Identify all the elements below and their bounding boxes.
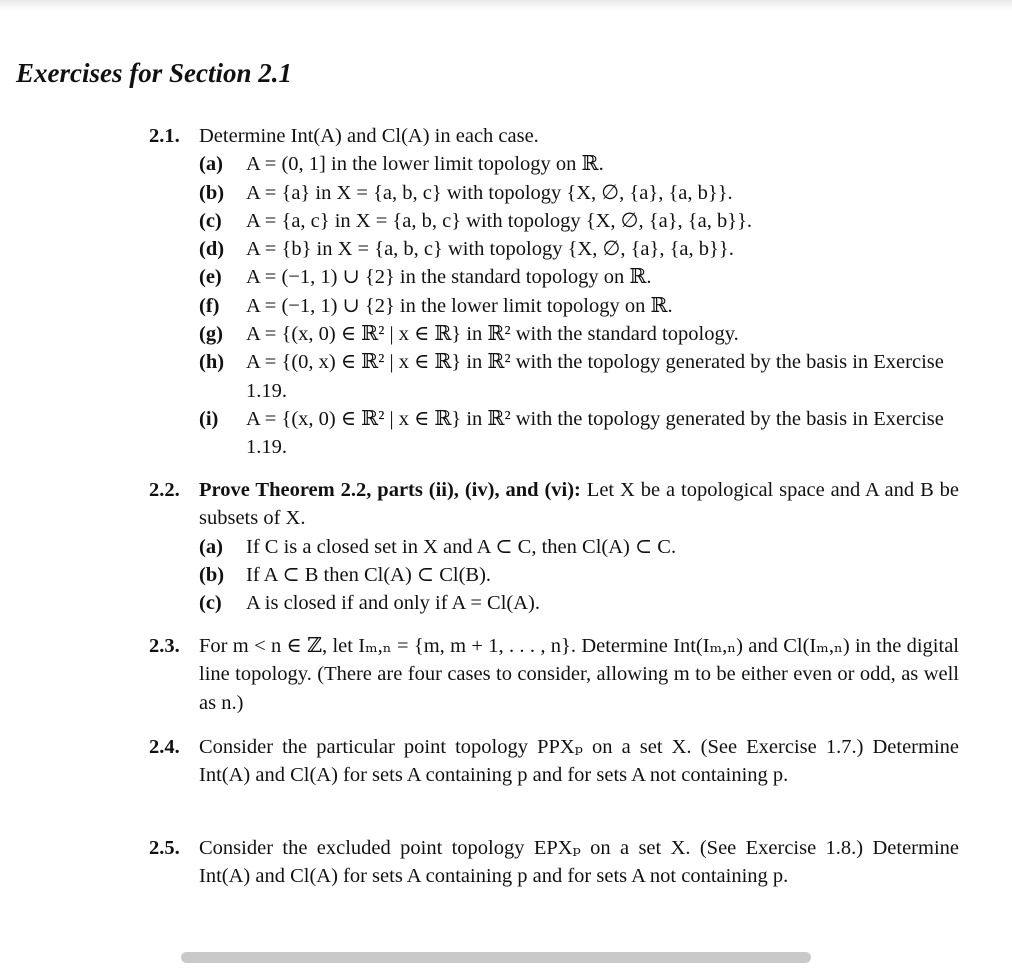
- part-label: (c): [199, 209, 222, 232]
- exercise-number: 2.1.: [149, 125, 180, 147]
- exercise-prompt: [199, 476, 959, 533]
- part-label: (c): [199, 592, 222, 615]
- exercise-number: 2.2.: [149, 479, 180, 501]
- exercise-part: [199, 533, 959, 561]
- exercise-number: 2.3.: [149, 635, 180, 657]
- exercise-2-3: [149, 632, 959, 717]
- exercise-part: [199, 348, 959, 405]
- part-text: A is closed if and only if A = Cl(A).: [246, 592, 540, 615]
- exercise-2-5: [149, 834, 959, 891]
- exercise-part: [199, 292, 959, 320]
- exercise-2-2: [149, 476, 959, 617]
- part-label: (a): [199, 535, 223, 558]
- exercise-part: [199, 263, 959, 291]
- part-text: A = (−1, 1) ∪ {2} in the standard topology on ℝ.: [246, 266, 652, 289]
- part-label: (a): [199, 153, 223, 176]
- exercise-part: [199, 589, 959, 617]
- top-edge: [0, 0, 1012, 10]
- part-text: If A ⊂ B then Cl(A) ⊂ Cl(B).: [246, 563, 492, 586]
- part-label: (h): [199, 351, 225, 374]
- part-text: A = {a, c} in X = {a, b, c} with topology {X, ∅, {a}, {a, b}}.: [246, 209, 753, 232]
- exercise-part: [199, 235, 959, 263]
- exercise-part: [199, 207, 959, 235]
- part-text: A = {b} in X = {a, b, c} with topology {X, ∅, {a}, {a, b}}.: [246, 238, 734, 261]
- part-text: A = {(0, x) ∈ ℝ² | x ∈ ℝ} in ℝ² with the topology generated by the basis in Exercise 1.19.: [246, 351, 944, 402]
- part-text: A = (0, 1] in the lower limit topology on ℝ.: [246, 153, 604, 176]
- exercise-part: [199, 561, 959, 589]
- part-text: If C is a closed set in X and A ⊂ C, then Cl(A) ⊂ C.: [246, 535, 677, 558]
- exercise-2-4: [149, 733, 959, 790]
- section-title: Exercises for Section 2.1: [16, 58, 292, 88]
- part-label: (b): [199, 563, 225, 586]
- part-label: (f): [199, 294, 220, 317]
- exercise-number: 2.4.: [149, 736, 180, 758]
- theorem-reference: Prove Theorem 2.2, parts (ii), (iv), and (vi):: [199, 479, 581, 501]
- exercise-part: [199, 179, 959, 207]
- part-label: (b): [199, 181, 225, 204]
- part-label: (e): [199, 266, 222, 289]
- exercise-prompt: Determine Int(A) and Cl(A) in each case.: [199, 125, 539, 147]
- horizontal-scrollbar[interactable]: [181, 952, 811, 963]
- exercise-prompt: Consider the particular point topology PPXₚ on a set X. (See Exercise 1.7.) Determine Int(A) and Cl(A) for sets A containing p and for sets A not containing p.: [199, 736, 959, 787]
- part-text: A = (−1, 1) ∪ {2} in the lower limit topology on ℝ.: [246, 294, 673, 317]
- part-label: (i): [199, 407, 219, 430]
- part-label: (d): [199, 238, 225, 261]
- part-text: A = {(x, 0) ∈ ℝ² | x ∈ ℝ} in ℝ² with the topology generated by the basis in Exercise 1.19.: [246, 407, 944, 459]
- part-text: A = {(x, 0) ∈ ℝ² | x ∈ ℝ} in ℝ² with the standard topology.: [246, 323, 739, 346]
- part-label: (g): [199, 323, 223, 346]
- exercise-part: [199, 405, 959, 462]
- exercise-prompt-text: Let X be a topological space and A and B be subsets of X.: [199, 479, 960, 530]
- exercise-part: [199, 320, 959, 348]
- exercise-part: [199, 150, 959, 178]
- part-text: A = {a} in X = {a, b, c} with topology {X, ∅, {a}, {a, b}}.: [246, 181, 733, 204]
- exercise-2-1: [149, 122, 959, 462]
- exercise-prompt: Consider the excluded point topology EPXₚ on a set X. (See Exercise 1.8.) Determine Int(A) and Cl(A) for sets A containing p and for sets A not containing p.: [199, 837, 959, 888]
- exercise-number: 2.5.: [149, 837, 180, 859]
- exercise-prompt: For m < n ∈ ℤ, let Iₘ,ₙ = {m, m + 1, . . . , n}. Determine Int(Iₘ,ₙ) and Cl(Iₘ,ₙ) in the digital line topology. (There are four cases to consider, allowing m to be either even or odd, as well as n.): [199, 635, 959, 714]
